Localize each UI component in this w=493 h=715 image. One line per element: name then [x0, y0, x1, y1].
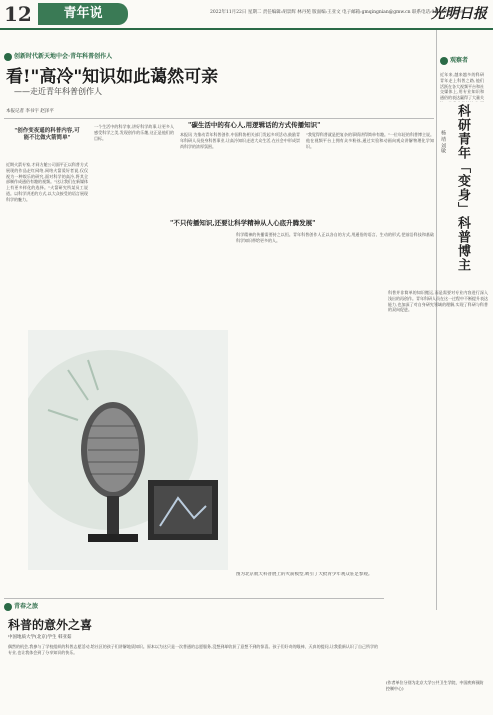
main-subheadline: ——走近青年科普创作人 [14, 87, 102, 96]
pull-quote: "创作变夜遥的科普内容,可能不比做火箭简单" [14, 128, 80, 141]
main-byline: 本报记者 李书宇 赵泽平 [6, 109, 54, 114]
main-headline: 看!"高冷"知识如此蔼然可亲 [6, 67, 219, 87]
vertical-title: 科研青年「变身」科普博主 [455, 104, 470, 272]
article-column-1: 近期火箭专家,才同方舱公司面平正以科普方式展现的作品走红网络,网络火箭爱好者说,仅仅视为一种娱乐的研究,面对科学的高冷,将其全部制作成通俗有趣的视频。"这让我们在新媒体上有更多样化的选择。"火箭研究所某员工说道。以科学讲述的方式,以大众接受的语言展现科学的魅力。 [6, 162, 88, 202]
article-column-4: "我觉得科普就是把复杂的事情讲得简单有趣。"一位年轻的科普博主说。他在视频平台上拥有众多粉丝,通过实验和动画向观众讲解物理化学知识。 [306, 132, 434, 149]
right-column-intro: 近年来,越来越多的科研青年走上科普之路,他们活跃在各大视频平台和社交媒体上,用专业知识和通俗的表达赢得了大量关 [440, 72, 484, 101]
author-footnote: (作者单位分别为北京大学公共卫生学院、中国疾病预防控制中心) [386, 680, 484, 691]
right-column-body: 科普并非简单的知识搬运,而是需要对专业内容进行深入浅出的再创作。青年科研人员在这一过程中不断提升表达能力,也加深了对自身研究领域的理解,实现了科研与科普的双向促进。 [388, 290, 488, 313]
bottom-headline: 科普的意外之喜 [8, 618, 93, 632]
article-column-3: 本报讯 为推动青年科普创作,中国科协相关部门发起多项活动,鼓励青年科研人员投身科普事业,让高冷知识走进大众生活,在社会中形成崇尚科学的浓厚氛围。 [180, 132, 300, 149]
bottom-label: 青春之旅 [4, 602, 38, 611]
vertical-byline: 杨 靖 刘敏 [440, 130, 446, 154]
page-header [0, 0, 493, 30]
masthead-logo: 光明日报 [431, 6, 487, 22]
subheading-b: "不只传播知识,还要让科学精神从人心底升腾发展" [170, 219, 316, 227]
bottom-byline: 中国地质大学(北京)学生 韩亚茹 [8, 635, 72, 640]
page-number: 12 [4, 2, 32, 26]
column-label: 创新时代新天地中会·青年科普创作人 [4, 52, 112, 61]
microphone-illustration [28, 330, 228, 570]
issue-meta: 2022年11月22日 星期二 责任编辑:胡景辉 林丹苑 版面编:王亚文 电子邮箱:gmqingnian@gmw.cn 联系电话:010-67078886 [210, 10, 465, 15]
headline-divider [4, 118, 434, 119]
photo-caption: 图为北京航天科普展上的火箭模型,吸引了大批青少年观众驻足参观。 [236, 572, 373, 577]
bottom-article-body: 偶然的机会,我参与了学校组织的科普志愿活动,给社区的孩子们讲解地质知识。原本以为这只是一次普通的志愿服务,没想到却收获了意想不到的惊喜。孩子们好奇的眼神、天真的提问,让我重新认识了自己所学的专业,也让我体会到了分享知识的快乐。 [8, 644, 378, 655]
subheading-a: "碳生活中的有心人,用逻辑话的方式传播知识" [188, 121, 321, 129]
article-column-5: 科学精神的传播需要持之以恒。青年科普创作人正以各自的方式,用通俗的语言、生动的形式,把前沿科技和基础科学知识带给更多的人。 [236, 232, 434, 243]
microphone-photo [28, 330, 228, 570]
section-title: 青年说 [38, 3, 128, 25]
article-column-2: 一个生活中的科学家,讲好科学故事,让更多人感受科学之美,发现创作的乐趣,这正是他们的目标。 [94, 124, 174, 141]
bottom-divider [4, 598, 384, 599]
right-column-label: 观察者 [440, 56, 468, 65]
